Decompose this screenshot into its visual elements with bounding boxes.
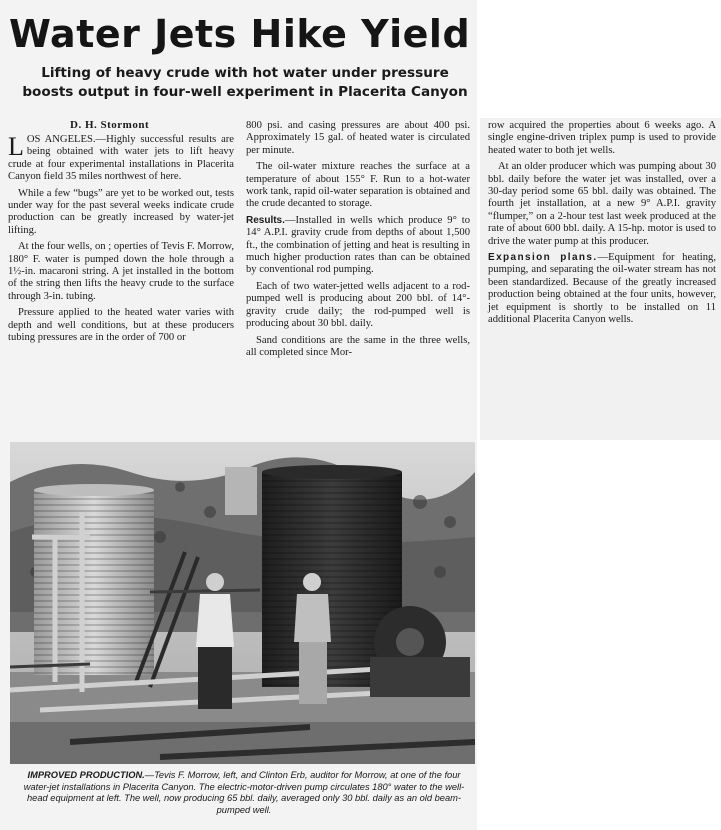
caption-text: —Tevis F. Morrow, left, and Clinton Erb, auditor for Morrow, at one of the four water-jet installations in Placerita Canyon. The electric-motor-driven pump circulates 180° water to the well-head equipment at left. The well, now producing 65 bbl. daily, averaged only 30 bbl. daily as an old beam-pumped well. [23, 770, 465, 815]
paragraph: The oil-water mixture reaches the surface at a temperature of about 155° F. Run to a hot-water work tank, rapid oil-water separation is obtained and the crude decanted to storage. [246, 161, 470, 210]
paragraph: LOS ANGELES.—Highly successful results are being obtained with water jets to lift heavy crude at four experimental installations in Placerita Canyon field 35 miles northwest of here. [8, 132, 234, 183]
byline: D. H. Stormont [70, 119, 150, 131]
caption-label: IMPROVED PRODUCTION. [27, 770, 145, 780]
column-2 [246, 120, 470, 363]
subhead-line-2: boosts output in four-well experiment in Placerita Canyon [22, 84, 468, 100]
drop-cap: L [8, 132, 24, 161]
paragraph: Expansion plans.—Equipment for heating, pumping, and separating the oil-water stream has not been standardized. Because of the greatly increased production being obtained at the four units, however, jet equipment is shortly to be installed on 11 additional Placerita Canyon wells. [488, 252, 716, 326]
subheadline [20, 64, 470, 102]
stack [225, 467, 257, 515]
column-1 [8, 134, 234, 349]
paragraph: row acquired the properties about 6 weeks ago. A single engine-driven triplex pump is used to provide heated water to both jet wells. [488, 120, 716, 156]
column-3 [488, 120, 716, 331]
water-tank-left [34, 484, 154, 675]
subhead-line-1: Lifting of heavy crude with hot water under pressure [41, 65, 449, 81]
paragraph: 800 psi. and casing pressures are about 400 psi. Approximately 15 gal. of heated water is circulated per minute. [246, 120, 470, 156]
oilfield-photo [10, 442, 475, 764]
paragraph: Sand conditions are the same in the three wells, all completed since Mor- [246, 334, 470, 358]
paragraph: Results.—Installed in wells which produce 9° to 14° A.P.I. gravity crude from depths of about 1,500 ft., the combination of jetting and heat is resulting in much higher production rates than can be obtained by conventional rod pumping. [246, 214, 470, 276]
paragraph: Each of two water-jetted wells adjacent to a rod-pumped well is producing about 200 bbl. of 14°-gravity crude daily; the rod-pumped well is producing about 30 bbl. daily. [246, 280, 470, 330]
paragraph: At an older producer which was pumping about 30 bbl. daily before the water jet was installed, over a 30-day period some 65 bbl. daily was obtained. The fourth jet installation, at a new 9° A.P.I. gravity “flumper,” on a 2-hour test last week produced at the rate of about 600 bbl. daily. A 15-hp. motor is used to drive the water pump at this producer. [488, 161, 716, 247]
expansion-heading: Expansion plans. [488, 252, 598, 264]
paragraph: While a few “bugs” are yet to be worked out, tests under way for the past several weeks indicate crude production can be greatly increased by water-jet lifting. [8, 187, 234, 236]
headline: Water Jets Hike Yield [9, 12, 471, 56]
paragraph: Pressure applied to the heated water varies with depth and well conditions, but at these producers tubing pressures are in the order of 700 or [8, 307, 234, 344]
paragraph: At the four wells, on ; operties of Tevis F. Morrow, 180° F. water is pumped down the hole through a 1½-in. macaroni string. A jet installed in the bottom of the string then lifts the heavy crude to the surface through 3-in. tubing. [8, 241, 234, 302]
results-heading: Results. [246, 214, 285, 226]
photo-caption [14, 770, 474, 816]
